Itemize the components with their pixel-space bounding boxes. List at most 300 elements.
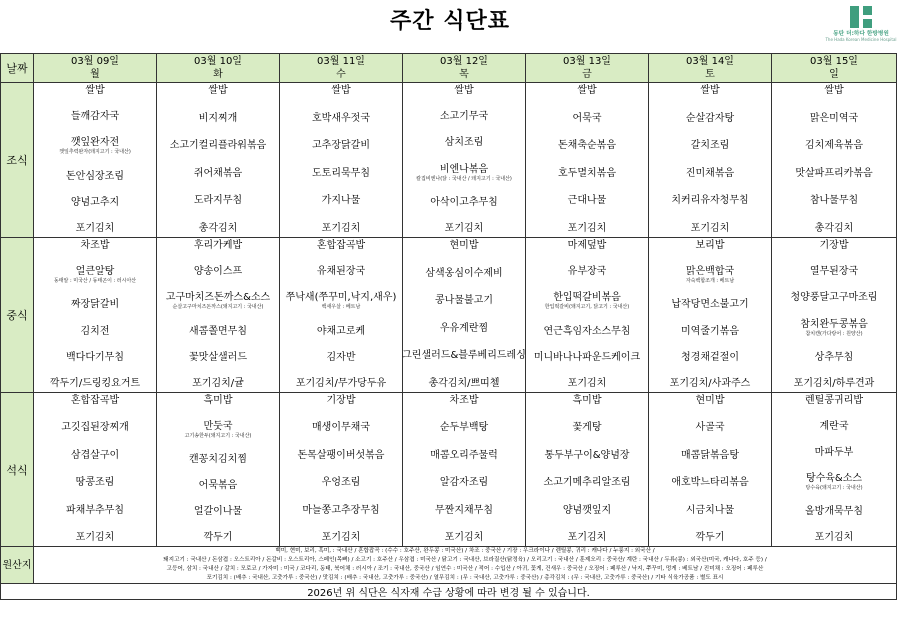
dish-item bbox=[696, 395, 725, 407]
dish-name: 포기김치 bbox=[690, 222, 730, 234]
dish-item bbox=[805, 473, 862, 492]
dish-item bbox=[170, 140, 267, 152]
dish-item bbox=[322, 195, 361, 207]
origin-line: 백미, 현미, 보리, 흑미, : 국내산 / 혼합잡곡 : (수수 : 호주산, 완두콩 : 미국산) / 차조 : 중국산 / 기장 : 우크라이나 / 렌틸콩, 귀리 : 캐나다 / 누룽지 : 외국산 / bbox=[275, 548, 655, 554]
dish-item bbox=[322, 532, 361, 544]
date-header-row bbox=[1, 54, 897, 83]
hospital-logo-icon bbox=[850, 6, 872, 28]
dish-name: 양송이스프 bbox=[193, 266, 243, 278]
dish-name: 포기김치/귤 bbox=[192, 377, 244, 389]
day-header bbox=[649, 54, 772, 83]
dish-item bbox=[435, 505, 493, 517]
dish-name: 그린샐러드&블루베리드레싱 bbox=[402, 350, 526, 362]
dish-item bbox=[671, 299, 748, 311]
day-date: 03월 14일 bbox=[686, 56, 734, 67]
dish-name: 후리가케밥 bbox=[193, 240, 243, 251]
meal-cell bbox=[649, 83, 772, 238]
meal-cell bbox=[526, 238, 649, 393]
dish-name: 청양풍달고구마조림 bbox=[790, 292, 878, 304]
dish-item bbox=[312, 168, 370, 180]
dish-name: 사골국 bbox=[695, 422, 725, 434]
dish-name: 땅콩조림 bbox=[75, 477, 115, 489]
dish-name: 돈목살팽이버섯볶음 bbox=[297, 449, 385, 461]
dish-name: 맛살파프리카볶음 bbox=[795, 167, 873, 179]
dish-name: 비지찌개 bbox=[198, 112, 238, 124]
dish-name: 양념깻잎지 bbox=[562, 504, 612, 516]
dish-name: 돈안심장조림 bbox=[66, 170, 124, 182]
dish-item bbox=[820, 421, 849, 433]
dish-name: 깍두기 bbox=[203, 532, 233, 543]
dish-item bbox=[805, 506, 863, 518]
dish-item bbox=[445, 137, 484, 149]
dish-name: 총각김치 bbox=[814, 222, 854, 234]
dish-item bbox=[671, 477, 748, 489]
dish-item bbox=[416, 164, 512, 183]
dish-item bbox=[568, 223, 607, 235]
dish-name: 포기김치 bbox=[567, 377, 607, 389]
dish-name: 매콤닭볶음탕 bbox=[681, 449, 739, 461]
dish-item bbox=[185, 421, 252, 440]
dish-item bbox=[686, 168, 734, 180]
dish-item bbox=[199, 113, 238, 125]
dish-name: 호박새우젓국 bbox=[312, 112, 370, 124]
dish-item bbox=[791, 292, 878, 304]
dish-item bbox=[696, 422, 725, 434]
dish-name: 쌀밥 bbox=[331, 85, 351, 96]
dish-name: 흑미밥 bbox=[572, 395, 602, 406]
dish-item bbox=[71, 450, 119, 462]
dish-item bbox=[573, 395, 602, 407]
dish-name: 포기김치/사과주스 bbox=[669, 377, 751, 389]
dish-list bbox=[157, 238, 279, 392]
dish-name: 기장밥 bbox=[326, 395, 356, 406]
dish-name: 꽃게탕 bbox=[572, 422, 602, 434]
dish-item bbox=[66, 505, 124, 517]
dish-item bbox=[317, 266, 365, 278]
dish-list bbox=[34, 238, 156, 392]
dish-name: 탕수육&소스 bbox=[805, 473, 863, 484]
dish-list bbox=[403, 83, 525, 237]
dish-item bbox=[810, 266, 858, 278]
dish-name: 유채된장국 bbox=[316, 266, 366, 278]
meal-row bbox=[1, 238, 897, 393]
dish-name: 양념고추지 bbox=[70, 196, 120, 208]
dish-list bbox=[280, 393, 402, 546]
dish-item bbox=[681, 450, 739, 462]
weekly-menu-table bbox=[0, 53, 897, 600]
dish-item bbox=[670, 378, 751, 390]
dish-origin-note: 탕수육(돼지고기 : 국내산) bbox=[805, 485, 863, 491]
dish-name: 삼치조림 bbox=[444, 137, 484, 149]
dish-origin-note: 백새우살 : 베트남 bbox=[321, 304, 361, 311]
dish-name: 시금치나물 bbox=[685, 504, 735, 516]
dish-item bbox=[425, 268, 502, 280]
dish-name: 백다다기무침 bbox=[66, 351, 124, 363]
dish-name: 계란국 bbox=[819, 421, 849, 432]
day-header bbox=[34, 54, 157, 83]
dish-name: 쌀밥 bbox=[824, 85, 844, 96]
dish-item bbox=[199, 223, 238, 235]
dish-name: 포기김치 bbox=[567, 531, 607, 543]
dish-list bbox=[280, 83, 402, 237]
dish-name: 총각김치 bbox=[198, 222, 238, 234]
meal-cell bbox=[34, 393, 157, 547]
day-header bbox=[403, 54, 526, 83]
dish-item bbox=[815, 352, 854, 364]
dish-name: 진미채볶음 bbox=[685, 167, 735, 179]
dish-list bbox=[772, 393, 896, 546]
dish-origin-note: 깻잎추력완자(돼지고기 : 국내산) bbox=[59, 149, 131, 156]
dish-name: 렌틸콩귀리밥 bbox=[805, 395, 863, 406]
dish-name: 포기김치 bbox=[567, 222, 607, 234]
dish-name: 치커리유자청무침 bbox=[671, 195, 749, 207]
dish-name: 쌀밥 bbox=[208, 85, 228, 96]
dish-name: 도라지무침 bbox=[193, 195, 243, 207]
dish-item bbox=[563, 505, 611, 517]
dish-origin-note: 동태알 : 미국산 / 동태곤이 : 러시아산 bbox=[53, 278, 137, 285]
dish-item bbox=[568, 378, 607, 390]
dish-name: 어묵볶음 bbox=[198, 480, 238, 491]
day-date: 03월 15일 bbox=[810, 56, 858, 67]
day-weekday: 수 bbox=[336, 69, 346, 80]
day-header bbox=[157, 54, 280, 83]
dish-name: 보리밥 bbox=[695, 240, 725, 251]
dish-name: 총각김치/쁘띠첼 bbox=[428, 377, 500, 389]
dish-origin-note: 칼집비엔나(닭 : 국내산 / 돼지고기 : 국내산) bbox=[416, 175, 512, 182]
dish-item bbox=[568, 240, 607, 252]
dish-name: 순두부백탕 bbox=[439, 422, 489, 434]
dish-item bbox=[81, 240, 110, 252]
dish-item bbox=[558, 140, 616, 152]
dish-item bbox=[815, 447, 854, 459]
dish-item bbox=[166, 292, 270, 311]
dish-name: 현미밥 bbox=[695, 395, 725, 406]
meal-row bbox=[1, 83, 897, 238]
dish-name: 무짠지채무침 bbox=[435, 504, 493, 516]
meal-cell bbox=[280, 83, 403, 238]
dish-item bbox=[815, 223, 854, 235]
day-date: 03월 12일 bbox=[440, 56, 488, 67]
dish-name: 애호박느타리볶음 bbox=[671, 477, 749, 489]
dish-item bbox=[795, 168, 872, 180]
dish-name: 미역줄기볶음 bbox=[681, 325, 739, 337]
dish-name: 쌀밥 bbox=[85, 85, 105, 96]
dish-item bbox=[681, 352, 739, 364]
dish-list bbox=[649, 238, 771, 392]
dish-item bbox=[189, 352, 247, 364]
dish-name: 호두멸치볶음 bbox=[558, 167, 616, 179]
dish-item bbox=[194, 168, 242, 180]
dish-item bbox=[696, 532, 725, 544]
dish-item bbox=[61, 422, 129, 434]
dish-item bbox=[815, 532, 854, 544]
dish-list bbox=[772, 238, 896, 392]
dish-name: 김치제육볶음 bbox=[805, 140, 863, 152]
day-date: 03월 09일 bbox=[71, 56, 119, 67]
dish-item bbox=[800, 319, 868, 338]
dish-name: 열무된장국 bbox=[809, 266, 859, 278]
dish-name: 기장밥 bbox=[819, 240, 849, 251]
dish-item bbox=[331, 85, 350, 97]
dish-item bbox=[50, 378, 140, 390]
dish-item bbox=[59, 137, 131, 156]
origin-row bbox=[1, 547, 897, 584]
origin-label: 원산지 bbox=[1, 547, 34, 584]
dish-name: 고추장닭갈비 bbox=[312, 140, 370, 152]
meal-cell bbox=[403, 393, 526, 547]
dish-name: 알감자조림 bbox=[439, 477, 489, 489]
dish-name: 갈치조림 bbox=[690, 140, 730, 152]
dish-name: 짜장닭갈비 bbox=[70, 299, 120, 311]
dish-list bbox=[157, 393, 279, 546]
dish-name: 차조밥 bbox=[449, 395, 479, 406]
dish-item bbox=[820, 240, 849, 252]
dish-item bbox=[440, 111, 488, 123]
dish-list bbox=[526, 393, 648, 546]
dish-item bbox=[54, 266, 136, 285]
dish-item bbox=[440, 477, 488, 489]
dish-name: 포기김치 bbox=[321, 222, 361, 234]
dish-name: 상추무침 bbox=[814, 351, 854, 363]
dish-item bbox=[317, 326, 365, 338]
dish-name: 도토리묵무침 bbox=[312, 167, 370, 179]
dish-item bbox=[71, 111, 119, 123]
dish-name: 돈채축순볶음 bbox=[558, 140, 616, 152]
meal-cell bbox=[280, 393, 403, 547]
day-date: 03월 10일 bbox=[194, 56, 242, 67]
dish-name: 파채부추무침 bbox=[66, 504, 124, 516]
meal-cell bbox=[649, 393, 772, 547]
dish-name: 콩나물불고기 bbox=[435, 295, 493, 307]
meal-cell bbox=[526, 83, 649, 238]
dish-name: 깍두기/드링킹요거트 bbox=[49, 377, 141, 389]
dish-name: 어묵국 bbox=[572, 112, 602, 124]
dish-name: 김자반 bbox=[326, 351, 356, 363]
dish-name: 참치완두콩볶음 bbox=[800, 318, 868, 330]
hospital-name: 동탄 더:하다 한방병원 bbox=[833, 30, 889, 37]
dish-list bbox=[526, 83, 648, 237]
dish-item bbox=[81, 326, 110, 338]
dish-name: 쭈낙새(쭈꾸미,낙지,새우) bbox=[285, 292, 397, 304]
dish-name: 얼갈이나물 bbox=[193, 506, 243, 517]
day-date: 03월 11일 bbox=[317, 56, 365, 67]
dish-name: 차조밥 bbox=[80, 240, 110, 251]
dish-list bbox=[772, 83, 896, 237]
dish-item bbox=[204, 532, 233, 544]
dish-name: 포기김치 bbox=[75, 222, 115, 234]
dish-list bbox=[403, 393, 525, 546]
meal-cell bbox=[157, 238, 280, 393]
dish-origin-note: 참치캔(가다랑어 : 원양산) bbox=[805, 330, 863, 337]
dish-item bbox=[440, 323, 488, 335]
dish-item bbox=[204, 395, 233, 407]
dish-item bbox=[686, 113, 734, 125]
meal-cell bbox=[403, 238, 526, 393]
dish-name: 야채고로케 bbox=[316, 325, 366, 337]
dish-item bbox=[327, 395, 356, 407]
dish-item bbox=[194, 266, 242, 278]
dish-name: 한입떡갈비볶음 bbox=[553, 292, 621, 304]
dish-item bbox=[700, 85, 719, 97]
dish-item bbox=[66, 352, 124, 364]
dish-name: 꽃맛살샐러드 bbox=[189, 351, 247, 363]
dish-name: 맑은백합국 bbox=[685, 266, 735, 278]
dish-item bbox=[794, 378, 875, 390]
meal-cell bbox=[34, 83, 157, 238]
dish-item bbox=[805, 140, 863, 152]
dish-name: 깻잎완자전 bbox=[70, 137, 120, 149]
dish-item bbox=[71, 197, 119, 209]
day-weekday: 월 bbox=[90, 69, 100, 80]
dish-name: 쌀밥 bbox=[577, 85, 597, 96]
dish-item bbox=[544, 326, 631, 338]
dish-item bbox=[445, 532, 484, 544]
dish-name: 마제덮밥 bbox=[567, 240, 607, 251]
dish-item bbox=[568, 195, 607, 207]
dish-name: 김치전 bbox=[80, 325, 110, 337]
dish-item bbox=[194, 240, 242, 252]
day-weekday: 토 bbox=[705, 69, 715, 80]
dish-name: 마파두부 bbox=[814, 447, 854, 458]
hospital-logo bbox=[822, 6, 900, 42]
dish-item bbox=[454, 85, 473, 97]
dish-item bbox=[824, 85, 843, 97]
dish-item bbox=[430, 450, 498, 462]
dish-item bbox=[686, 505, 734, 517]
dish-name: 삼색옹심이수제비 bbox=[425, 267, 503, 279]
dish-item bbox=[445, 223, 484, 235]
dish-item bbox=[573, 422, 602, 434]
dish-name: 쌀밥 bbox=[454, 85, 474, 96]
dish-item bbox=[805, 395, 863, 407]
dish-name: 순살감자탕 bbox=[685, 112, 735, 124]
meal-cell bbox=[34, 238, 157, 393]
dish-item bbox=[691, 140, 730, 152]
meal-cell bbox=[526, 393, 649, 547]
dish-item bbox=[189, 454, 247, 466]
dish-item bbox=[322, 223, 361, 235]
dish-name: 포기김치/하루견과 bbox=[793, 377, 875, 389]
dish-name: 매콤오리주물럭 bbox=[430, 449, 498, 461]
dish-name: 소고기컬리플라워볶음 bbox=[169, 140, 267, 152]
dish-list bbox=[526, 238, 648, 392]
dish-list bbox=[280, 238, 402, 392]
dish-item bbox=[696, 240, 725, 252]
origin-line: 고등어, 삼치 : 국내산 / 갈치 : 모로코 / 가자미 : 미국 / 코다리, 동태, 북어채 : 러시아 / 조기 : 국내산, 중국산 / 임연수 : 미국산 / 적어 : 수입산 / 아귀, 꽃게, 건새우 : 중국산 / 오징어 : 페루산 / 낙지, 쭈꾸미, 멍게 : 베트남 / 진미채 : 오징어 : 페루산 bbox=[166, 566, 764, 572]
dish-item bbox=[568, 266, 607, 278]
day-header bbox=[280, 54, 403, 83]
dish-name: 매생이무채국 bbox=[312, 422, 370, 434]
dish-item bbox=[810, 113, 858, 125]
dish-name: 포기김치/무가당두유 bbox=[295, 377, 387, 389]
meal-cell bbox=[772, 393, 897, 547]
dish-item bbox=[286, 292, 397, 311]
dish-item bbox=[544, 477, 631, 489]
dish-item bbox=[429, 378, 500, 390]
dish-name: 얼큰알탕 bbox=[75, 266, 115, 278]
meal-label: 석식 bbox=[1, 393, 34, 547]
page-title: 주간 식단표 bbox=[390, 9, 510, 34]
dish-name: 새콤쫄면무침 bbox=[189, 325, 247, 337]
dish-item bbox=[199, 480, 238, 492]
dish-item bbox=[568, 532, 607, 544]
dish-item bbox=[681, 326, 739, 338]
dish-item bbox=[450, 240, 479, 252]
dish-name: 쌀밥 bbox=[700, 85, 720, 96]
dish-name: 소고기무국 bbox=[439, 111, 489, 123]
dish-name: 포기김치 bbox=[814, 532, 854, 543]
dish-item bbox=[317, 240, 365, 252]
dish-item bbox=[440, 422, 488, 434]
dish-name: 포기김치 bbox=[444, 222, 484, 234]
dish-name: 포기김치 bbox=[444, 531, 484, 543]
dish-item bbox=[312, 113, 370, 125]
dish-item bbox=[85, 85, 104, 97]
dish-item bbox=[544, 450, 629, 462]
dish-item bbox=[76, 532, 115, 544]
dish-origin-note: 한입떡갈비(돼지고기, 닭고기 : 국내산) bbox=[544, 304, 630, 311]
dish-name: 들깨감자국 bbox=[70, 111, 120, 123]
dish-name: 삼겹살구이 bbox=[70, 449, 120, 461]
dish-name: 근대나물 bbox=[567, 195, 607, 207]
dish-item bbox=[430, 197, 498, 209]
dish-item bbox=[312, 422, 370, 434]
origin-line: 돼지고기 : 국내산 / 돈삼겹 : 오스트리아 / 돈갈비 : 오스트리아, 스페인(목뼈) / 소고기 : 호주산 / 우삼겹 : 미국산 / 닭고기 : 국내산, 브라질산(닭정육) / 오리고기 : 국내산 / 훈제오리 : 중국산/ 계란 : 국내산 / 두류(콩) : 외국산(미국, 캐나다, 호주 등) / bbox=[163, 557, 767, 563]
meal-cell bbox=[157, 393, 280, 547]
dish-list bbox=[157, 83, 279, 237]
dish-item bbox=[312, 140, 370, 152]
dish-item bbox=[402, 350, 526, 362]
dish-item bbox=[322, 477, 361, 489]
dish-list bbox=[34, 393, 156, 546]
dish-origin-note: 고기송한두(돼지고기 : 국내산) bbox=[184, 433, 252, 439]
dish-item bbox=[66, 171, 124, 183]
day-header bbox=[772, 54, 897, 83]
dish-item bbox=[302, 505, 379, 517]
dish-item bbox=[76, 477, 115, 489]
hospital-subname: The Hada Korean Medicine Hospital bbox=[825, 37, 897, 42]
dish-item bbox=[558, 168, 616, 180]
dish-item bbox=[192, 378, 244, 390]
dish-name: 혼합잡곡밥 bbox=[316, 240, 366, 251]
meal-cell bbox=[772, 238, 897, 393]
dish-name: 고구마치즈돈까스&소스 bbox=[165, 292, 271, 304]
dish-name: 포기김치 bbox=[75, 531, 115, 543]
dish-item bbox=[194, 506, 242, 518]
dish-name: 가지나물 bbox=[321, 195, 361, 207]
meal-cell bbox=[157, 83, 280, 238]
day-header bbox=[526, 54, 649, 83]
dish-item bbox=[327, 352, 356, 364]
date-label: 날짜 bbox=[1, 54, 34, 83]
meal-cell bbox=[772, 83, 897, 238]
dish-item bbox=[573, 113, 602, 125]
dish-list bbox=[649, 83, 771, 237]
dish-item bbox=[545, 292, 629, 311]
meal-cell bbox=[280, 238, 403, 393]
dish-name: 소고기메추리알조림 bbox=[543, 477, 631, 489]
dish-name: 쥐어채볶음 bbox=[193, 167, 243, 179]
dish-name: 깍두기 bbox=[695, 531, 725, 543]
dish-name: 올방개묵무침 bbox=[805, 506, 863, 517]
dish-item bbox=[296, 378, 386, 390]
dish-name: 우엉조림 bbox=[321, 477, 361, 489]
dish-name: 현미밥 bbox=[449, 240, 479, 251]
dish-name: 마늘쫑고추장무침 bbox=[302, 504, 380, 516]
origin-line: 포기김치 : (배추 : 국내산, 고춧가루 : 중국산) / 맛김치 : (배추 : 국내산, 고춧가루 : 중국산) / 열무김치 : (무 : 국내산, 고춧가루 : 중국산) / 총각김치 : (무 : 국내산, 고춧가루 : 중국산) / 기타 식육가공품 : 별도 표시 bbox=[206, 575, 724, 581]
dish-name: 맑은미역국 bbox=[809, 112, 859, 124]
dish-name: 비엔나볶음 bbox=[439, 163, 489, 175]
